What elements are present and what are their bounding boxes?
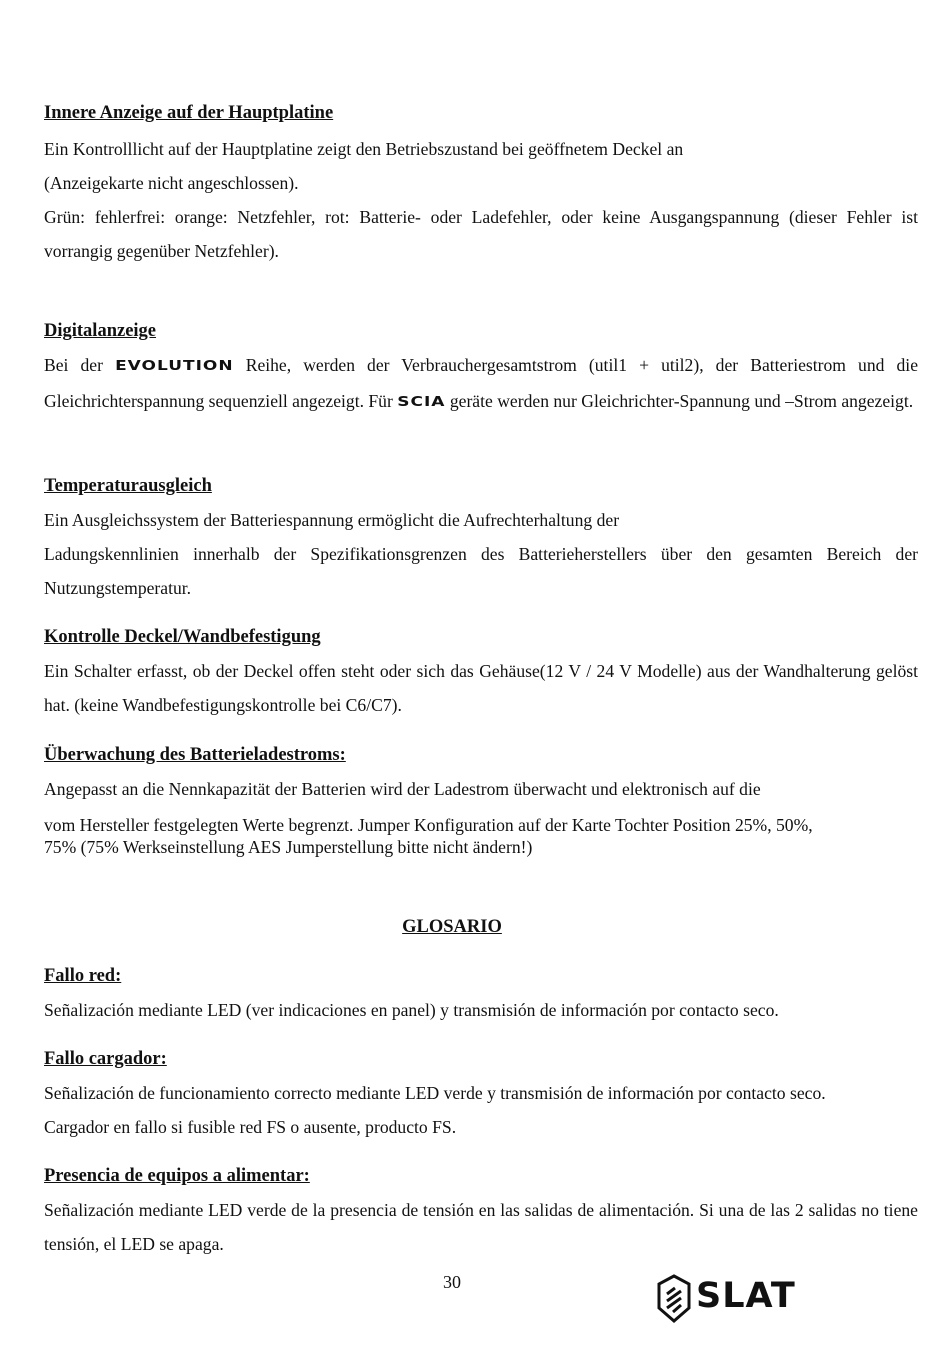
section-title: Kontrolle Deckel/Wandbefestigung <box>44 627 321 647</box>
paragraph-line: Grün: fehlerfrei: orange: Netzfehler, rot: Batterie- oder Ladefehler, oder keine Ausgangspannung (dieser Fehler ist vorrangig gegenüber Netzfehler). <box>44 207 918 261</box>
shield-icon <box>656 1274 692 1324</box>
section-title: Innere Anzeige auf der Hauptplatine <box>44 103 334 123</box>
glosario-heading: GLOSARIO <box>402 917 502 937</box>
paragraph <box>44 348 918 420</box>
section-title: Digitalanzeige <box>44 321 157 341</box>
paragraph: Señalización mediante LED verde de la presencia de tensión en las salidas de alimentación. Si una de las 2 salidas no tiene tensión, el LED se apaga. <box>44 1200 918 1254</box>
paragraph-line: Angepasst an die Nennkapazität der Batterien wird der Ladestrom überwacht und elektronisch auf die <box>44 779 761 799</box>
page-number: 30 <box>443 1272 461 1292</box>
paragraph: Señalización mediante LED (ver indicaciones en panel) y transmisión de información por contacto seco. <box>44 1000 779 1020</box>
text-fragment: geräte werden nur Gleichrichter-Spannung und –Strom angezeigt. <box>449 391 914 411</box>
section-ueberwachung <box>44 742 918 858</box>
section-title: Presencia de equipos a alimentar: <box>44 1166 310 1186</box>
paragraph-line: Señalización de funcionamiento correcto mediante LED verde y transmisión de información por contacto seco. <box>44 1083 826 1103</box>
text-fragment: Bei der <box>44 355 103 375</box>
section-digitalanzeige <box>44 318 918 420</box>
paragraph-line: 75% (75% Werkseinstellung AES Jumperstellung bitte nicht ändern!) <box>44 837 533 857</box>
slat-logo <box>656 1274 798 1326</box>
paragraph-line: Cargador en fallo si fusible red FS o ausente, producto FS. <box>44 1117 457 1137</box>
section-title: Temperaturausgleich <box>44 476 212 496</box>
paragraph-line: (Anzeigekarte nicht angeschlossen). <box>44 173 299 193</box>
paragraph: Ein Schalter erfasst, ob der Deckel offen steht oder sich das Gehäuse(12 V / 24 V Modelle) aus der Wandhalterung gelöst hat. (keine Wandbefestigungskontrolle bei C6/C7). <box>44 661 918 715</box>
section-fallo-cargador <box>44 1046 918 1144</box>
section-presencia <box>44 1163 918 1261</box>
section-kontrolle <box>44 624 918 722</box>
section-innere-anzeige <box>44 100 918 268</box>
paragraph-line: Ein Ausgleichssystem der Batteriespannung ermöglicht die Aufrechterhaltung der <box>44 510 620 530</box>
paragraph-line: Ladungskennlinien innerhalb der Spezifikationsgrenzen des Batterieherstellers über den gesamten Bereich der Nutzungstemperatur. <box>44 544 918 598</box>
scia-brand-logo: SCIA <box>397 394 446 410</box>
evolution-brand-logo: EVOLUTION <box>115 358 234 374</box>
paragraph-line: Ein Kontrolllicht auf der Hauptplatine zeigt den Betriebszustand bei geöffnetem Deckel an <box>44 139 684 159</box>
text-fragment: Reihe, werden der Verbrauchergesamtstrom (util1 + util2), der Batteriestrom und die Gleichrichterspannung sequenziell angezeigt. Für <box>44 355 919 411</box>
section-temperaturausgleich <box>44 473 918 605</box>
section-title: Fallo cargador: <box>44 1049 167 1069</box>
paragraph-line: vom Hersteller festgelegten Werte begrenzt. Jumper Konfiguration auf der Karte Tochter Position 25%, 50%, <box>44 815 813 835</box>
section-title: Fallo red: <box>44 966 122 986</box>
logo-wordmark: SLAT <box>696 1276 796 1316</box>
section-title: Überwachung des Batterieladestroms: <box>44 745 346 765</box>
section-fallo-red <box>44 963 918 1027</box>
